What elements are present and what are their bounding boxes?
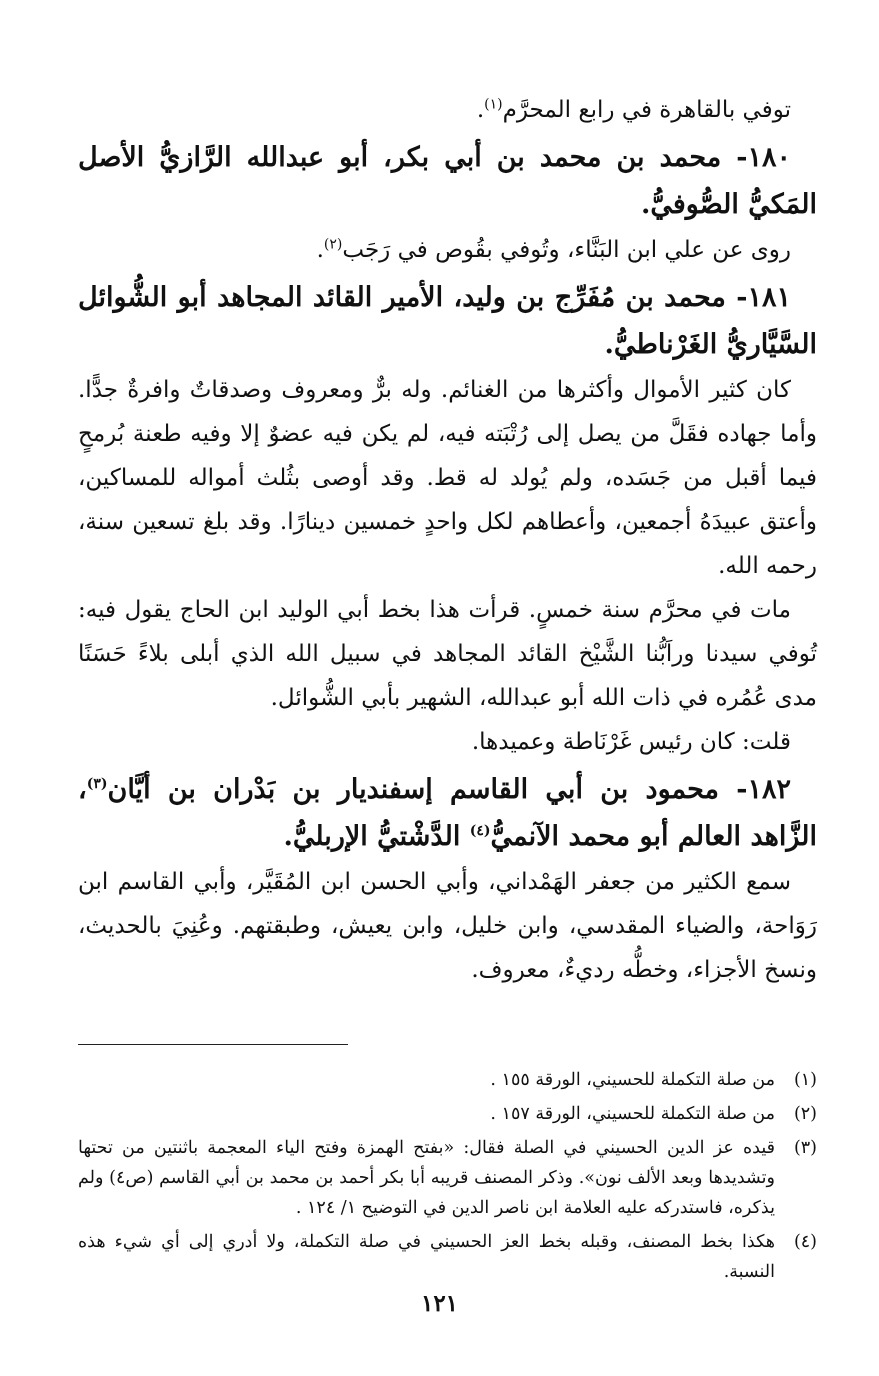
footnote-number: (٣) [793,1138,817,1158]
footnote-ref[interactable]: (٤) [469,823,491,839]
paragraph-entry-181-note: قلت: كان رئيس غَرْنَاطة وعميدها. [471,729,791,755]
footnotes [78,1065,817,1287]
paragraph-entry-180: روى عن علي ابن البَنَّاء، وتُوفي بقُوص في رَجَب$^{(٢)}$. [316,236,791,263]
footnote-ref[interactable]: (١) [484,96,503,113]
footnote [78,1065,817,1095]
page-number: ١٢١ [420,1290,459,1317]
paragraph-entry-182: سمع الكثير من جعفر الهَمْداني، وأبي الحسن ابن المُقَيَّر، وأبي القاسم ابن رَوَاحة، والضياء المقدسي، وابن خليل، وابن يعيش، وطبقتهم. وعُنِيَ بالحديث، ونسخ الأجزاء، وخطُّه رديءٌ، معروف. [78,869,817,983]
footnote-separator [78,1044,348,1045]
body-text [78,88,817,992]
footnote-number: (٤) [793,1232,817,1252]
footnote-text: من صلة التكملة للحسيني، الورقة ١٥٥ . [490,1070,775,1090]
footnote-text: هكذا بخط المصنف، وقبله بخط العز الحسيني في صلة التكملة، ولا أدري إلى أي شيء هذه النسبة. [78,1232,775,1282]
paragraph-entry-181-bio: كان كثير الأموال وأكثرها من الغنائم. وله برٌّ ومعروف وصدقاتٌ وافرةٌ جدًّا. وأما جهاده فقَلَّ من يصل إلى رُتْبَته فيه، لم يكن فيه عضوٌ إلا وفيه طعنة بُرمحٍ فيما أقبل من جَسَده، ولم يُولد له قط. وقد أوصى بثُلث أمواله للمساكين، وأعتق عبيدَهُ أجمعين، وأعطاهم لكل واحدٍ خمسين دينارًا. وقد بلغ تسعين سنة، رحمه الله. [78,377,817,579]
footnote-text: من صلة التكملة للحسيني، الورقة ١٥٧ . [490,1104,775,1124]
footnote [78,1133,817,1223]
footnote-ref[interactable]: (٣) [86,776,108,792]
footnote-ref[interactable]: (٢) [323,236,343,253]
footnote-text: قيده عز الدين الحسيني في الصلة فقال: «بفتح الهمزة وفتح الياء المعجمة باثنتين من تحتها وتشديدها وبعد الألف نون». وذكر المصنف قريبه أبا بكر أحمد بن محمد بن أبي القاسم (ص٤) ولم يذكره، فاستدركه عليه العلامة ابن ناصر الدين في التوضيح ١/ ١٢٤ . [78,1138,775,1218]
footnote [78,1227,817,1287]
footnote-number: (١) [793,1070,817,1090]
footnote-number: (٢) [793,1104,817,1124]
paragraph-death-note: توفي بالقاهرة في رابع المحرَّم$^{(١)}$. [476,96,791,123]
entry-heading-182: ١٨٢- محمود بن أبي القاسم إسفنديار بن بَدْران بن أيَّان$^{(٣)}$، الزَّاهد العالم أبو محمد الآنميُّ$^{(٤)}$ الدَّشْتيُّ الإربليُّ. [78,774,817,852]
paragraph-entry-181-death: مات في محرَّم سنة خمسٍ. قرأت هذا بخط أبي الوليد ابن الحاج يقول فيه: تُوفي سيدنا وراَبُّنا الشَّيْخ القائد المجاهد في سبيل الله الذي أبلى بلاءً حَسَنًا مدى عُمُره في ذات الله أبو عبدالله، الشهير بأبي الشُّوائل. [78,597,817,711]
footnote [78,1099,817,1129]
entry-heading-180: ١٨٠- محمد بن محمد بن أبي بكر، أبو عبدالله الرَّازيُّ الأصل المَكيُّ الصُّوفيُّ. [78,142,817,220]
entry-heading-181: ١٨١- محمد بن مُفَرِّج بن وليد، الأمير القائد المجاهد أبو الشُّوائل السَّيَّاريُّ الغَرْناطيُّ. [78,282,817,360]
